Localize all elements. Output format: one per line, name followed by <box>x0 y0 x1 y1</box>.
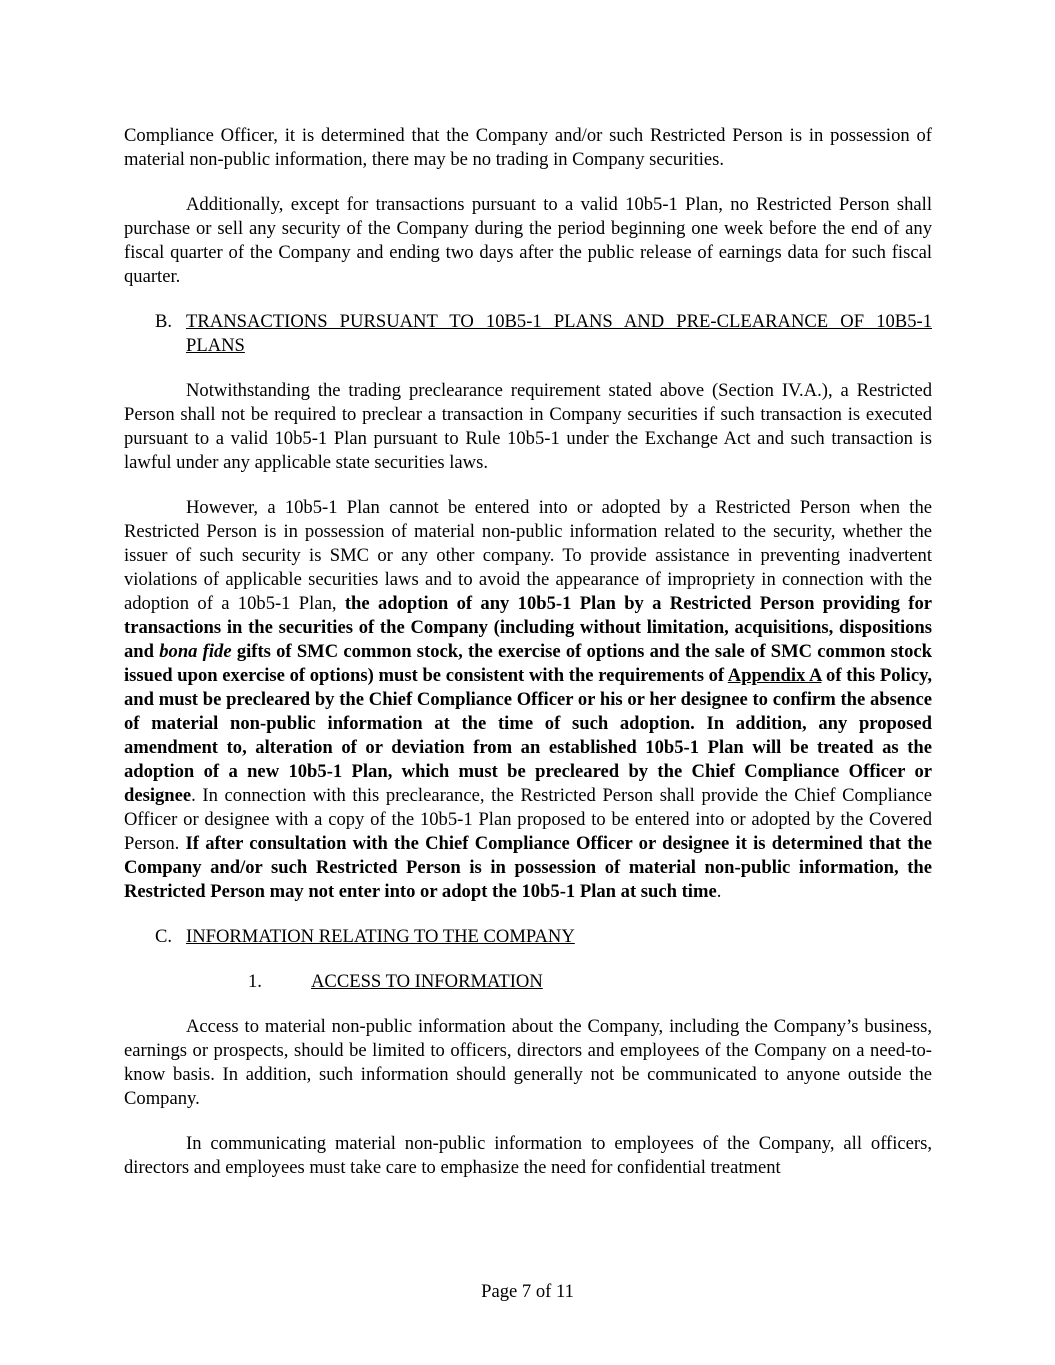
section-heading-c <box>124 925 932 949</box>
section-title: INFORMATION RELATING TO THE COMPANY <box>186 926 575 947</box>
paragraph-blackout-period: Additionally, except for transactions pursuant to a valid 10b5-1 Plan, no Restricted Person shall purchase or sell any security of the Company during the period beginning one week before the end of any fiscal quarter of the Company and ending two days after the public release of earnings data for such fiscal quarter. <box>124 194 932 287</box>
section-number: B. <box>155 311 173 332</box>
paragraph-compliance-continuation: Compliance Officer, it is determined that the Company and/or such Restricted Person is in possession of material non-public information, there may be no trading in Company securities. <box>124 125 932 170</box>
text-run: . <box>716 881 722 902</box>
paragraph-preclearance-exemption: Notwithstanding the trading preclearance requirement stated above (Section IV.A.), a Restricted Person shall not be required to preclear a transaction in Company securities if such transaction is executed pursuant to a valid 10b5-1 Plan pursuant to Rule 10b5-1 under the Exchange Act and such transaction is lawful under any applicable state securities laws. <box>124 380 932 473</box>
bold-text-run: of this Policy, and must be precleared by the Chief Compliance Officer or his or her designee to confirm the absence of material non-public information at the time of such adoption. In addition, any proposed amendment to, alteration of or deviation from an established 10b5-1 Plan will be treated as the adoption of a new 10b5-1 Plan, which must be precleared by the Chief Compliance Officer or designee <box>124 665 933 806</box>
appendix-reference: Appendix A <box>727 665 822 686</box>
paragraph-access-to-information: Access to material non-public information about the Company, including the Company’s business, earnings or prospects, should be limited to officers, directors and employees of the Company on a need-to-know basis. In addition, such information should generally not be communicated to anyone outside the Company. <box>124 1016 932 1109</box>
bold-text-run: gifts of SMC common stock, the exercise of options and the sale of SMC common stock issued upon exercise of options) must be consistent with the requirements of <box>124 641 932 686</box>
section-heading-b <box>124 310 932 358</box>
text-run: . In connection with this preclearance, the Restricted Person shall provide the Chief Compliance Officer or designee with a copy of the 10b5-1 Plan proposed to be entered into or adopted by the Covered Person. <box>124 785 932 854</box>
bold-text-run: If after consultation with the Chief Compliance Officer or designee it is determined that the Company and/or such Restricted Person is in possession of material non-public information, the Restricted Person may not enter into or adopt the 10b5-1 Plan at such time <box>124 833 932 902</box>
subsection-title: ACCESS TO INFORMATION <box>311 971 543 992</box>
bold-text-run: the adoption of any 10b5-1 Plan by a Restricted Person providing for transactions in the securities of the Company (including without limitation, acquisitions, dispositions and <box>124 593 933 662</box>
document-body <box>124 124 932 1180</box>
bold-italic-text-run: bona fide <box>159 641 232 662</box>
paragraph-10b5-1-adoption <box>124 496 932 904</box>
section-title: TRANSACTIONS PURSUANT TO 10B5-1 PLANS AND PRE-CLEARANCE OF 10B5-1 PLANS <box>186 311 932 356</box>
subsection-heading-c1 <box>124 970 932 994</box>
subsection-number: 1. <box>248 971 262 992</box>
paragraph-communicating-information: In communicating material non-public information to employees of the Company, all officers, directors and employees must take care to emphasize the need for confidential treatment <box>124 1133 932 1178</box>
section-number: C. <box>155 926 173 947</box>
page-number-footer: Page 7 of 11 <box>481 1281 574 1302</box>
text-run: However, a 10b5-1 Plan cannot be entered into or adopted by a Restricted Person when the Restricted Person is in possession of material non-public information related to the security, whether the issuer of such security is SMC or any other company. To provide assistance in preventing inadvertent violations of applicable securities laws and to avoid the appearance of impropriety in connection with the adoption of a 10b5-1 Plan, <box>124 497 932 614</box>
